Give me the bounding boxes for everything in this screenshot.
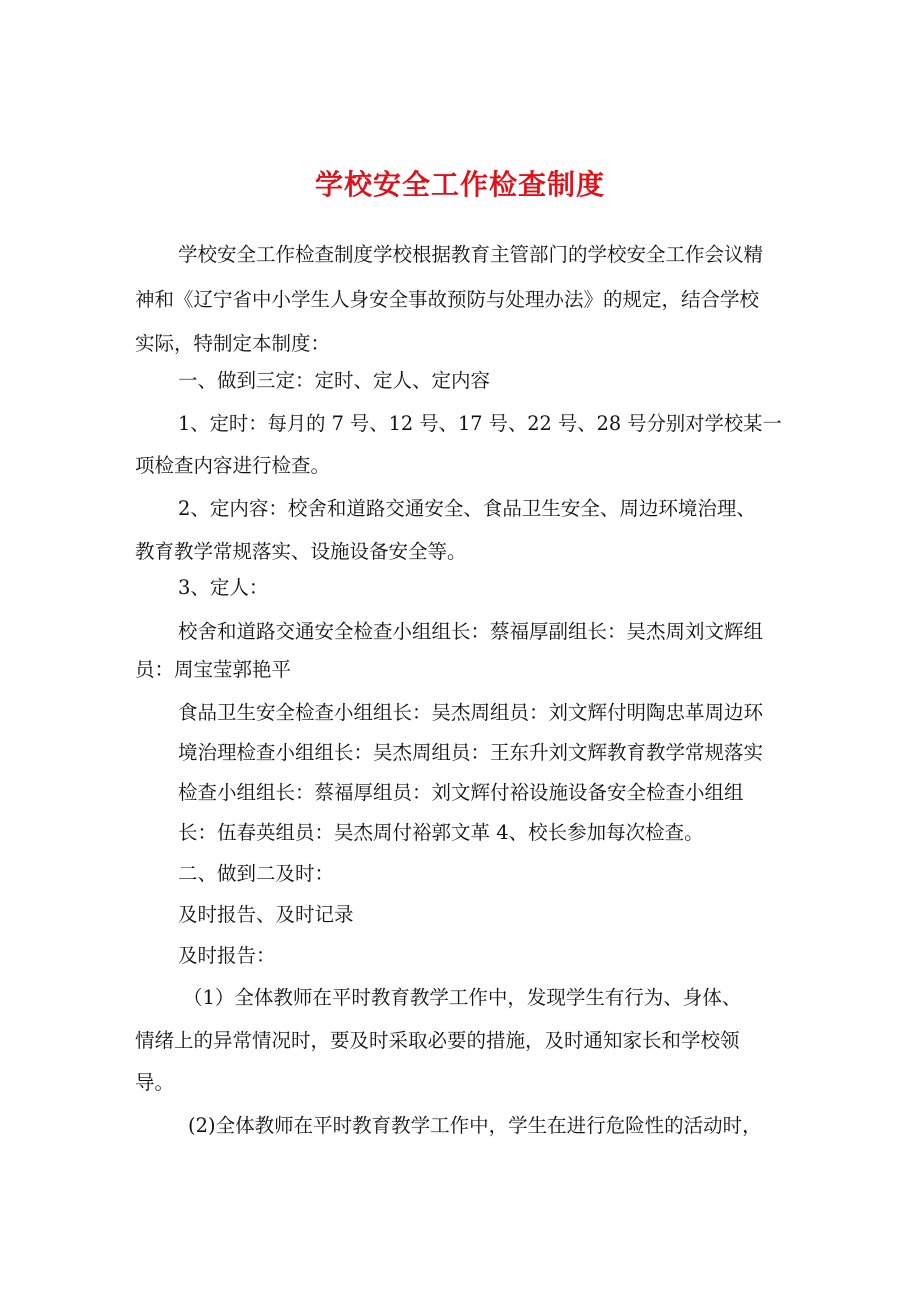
subheading-report: 及时报告： (178, 944, 276, 967)
item-3-heading: 3、定人： (178, 576, 269, 599)
groups-line-1: 食品卫生安全检查小组组长：吴杰周组员：刘文辉付明陶忠革周边环 (178, 701, 764, 724)
point-1-line-2: 情绪上的异常情况时，要及时采取必要的措施，及时通知家长和学校领 (135, 1029, 740, 1052)
paragraph-intro-line-1: 学校安全工作检查制度学校根据教育主管部门的学校安全工作会议精 (178, 243, 764, 266)
section-heading-2: 二、做到二及时： (178, 862, 335, 885)
item-1-line-1: 1、定时：每月的 7 号、12 号、17 号、22 号、28 号分别对学校某一 (178, 412, 782, 435)
item-1-line-2: 项检查内容进行检查。 (135, 454, 331, 477)
point-1-line-1: （1）全体教师在平时教育教学工作中，发现学生有行为、身体、 (183, 986, 742, 1009)
subheading-timely: 及时报告、及时记录 (178, 903, 354, 926)
section-heading-1: 一、做到三定：定时、定人、定内容 (178, 369, 491, 392)
document-title: 学校安全工作检查制度 (314, 168, 605, 201)
paragraph-intro-line-3: 实际，特制定本制度： (135, 332, 331, 355)
groups-line-2: 境治理检查小组组长：吴杰周组员：王东升刘文辉教育教学常规落实 (178, 741, 764, 764)
group-1-line-2: 员：周宝莹郭艳平 (135, 658, 292, 681)
groups-line-3: 检查小组组长：蔡福厚组员：刘文辉付裕设施设备安全检查小组组 (178, 781, 744, 804)
group-1-line-1: 校舍和道路交通安全检查小组组长：蔡福厚副组长：吴杰周刘文辉组 (178, 620, 764, 643)
groups-line-4: 长：伍春英组员：吴杰周付裕郭文革 4、校长参加每次检查。 (178, 821, 704, 844)
paragraph-intro-line-2: 神和《辽宁省中小学生人身安全事故预防与处理办法》的规定，结合学校 (135, 288, 760, 311)
item-2-line-2: 教育教学常规落实、设施设备安全等。 (135, 540, 467, 563)
point-1-line-3: 导。 (135, 1071, 175, 1094)
item-2-line-1: 2、定内容：校舍和道路交通安全、食品卫生安全、周边环境治理、 (178, 497, 756, 520)
point-2-line-1: (2)全体教师在平时教育教学工作中，学生在进行危险性的活动时， (188, 1114, 762, 1137)
